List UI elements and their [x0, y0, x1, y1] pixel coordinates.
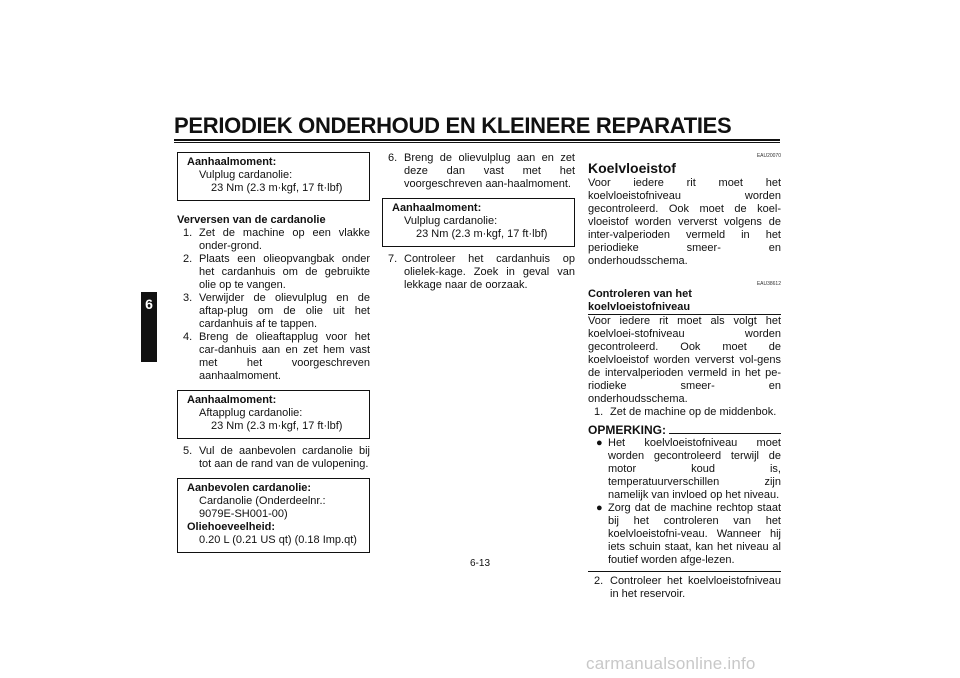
- step-text: Controleer het koelvloeistofniveau in het reservoir.: [610, 575, 781, 600]
- title-rule-thin: [174, 142, 780, 143]
- page-number: 6-13: [469, 558, 490, 569]
- box-heading: Oliehoeveelheid:: [187, 521, 276, 533]
- column-1: [177, 152, 370, 553]
- note-rule: [669, 433, 781, 434]
- torque-box-fill-plug: [177, 152, 370, 201]
- step-number: 1.: [594, 406, 604, 418]
- box-line: Cardanolie (Onderdeelnr.: 9079E-SH001-00): [199, 495, 326, 520]
- page-title: PERIODIEK ONDERHOUD EN KLEINERE REPARATIES: [174, 113, 732, 138]
- list-item: [382, 152, 575, 191]
- note-heading: [588, 424, 781, 437]
- bullet-icon: ●: [596, 437, 603, 449]
- step-text: Verwijder de olievulplug en de aftap-plug om de olie uit het cardanhuis af te tappen.: [199, 292, 370, 330]
- box-line: Vulplug cardanolie:: [199, 169, 293, 181]
- steps-list-a: [177, 227, 370, 383]
- step-number: 6.: [388, 152, 398, 164]
- torque-box-fill-plug: [382, 198, 575, 247]
- step-number: 7.: [388, 253, 398, 265]
- recommended-oil-box: [177, 478, 370, 553]
- box-line: Aftapplug cardanolie:: [199, 407, 303, 419]
- steps-list-a: [588, 406, 781, 419]
- box-heading: Aanbevolen cardanolie:: [187, 482, 312, 494]
- column-2: [382, 152, 575, 292]
- list-item: [588, 575, 781, 601]
- reference-code: EAU38612: [756, 281, 781, 287]
- step-number: 4.: [183, 331, 193, 343]
- step-text: Breng de olievulplug aan en zet deze dan vast met het voorgeschreven aan-haalmoment.: [404, 152, 575, 190]
- bullet-text: Het koelvloeistofniveau moet worden gecontroleerd terwijl de motor koud is, temperatuurverschillen zijn namelijk van invloed op het niveau.: [608, 437, 781, 501]
- section-heading: Verversen van de cardanolie: [177, 214, 326, 226]
- list-item: [177, 227, 370, 253]
- step-number: 5.: [183, 445, 193, 457]
- list-item: [382, 253, 575, 292]
- box-value: 23 Nm (2.3 m·kgf, 17 ft·lbf): [211, 182, 343, 194]
- box-line: Vulplug cardanolie:: [404, 215, 498, 227]
- box-value: 23 Nm (2.3 m·kgf, 17 ft·lbf): [416, 228, 548, 240]
- paragraph: Voor iedere rit moet als volgt het koelvloei-stofniveau worden gecontroleerd. Ook moet de koelvloeistof worden ververst vol-gens de intervalperioden vermeld in het pe-riodieke smeer- en onderhoudsschema.: [588, 315, 781, 405]
- subsection-title: Controleren van het koelvloeistofniveau: [588, 288, 781, 315]
- step-number: 3.: [183, 292, 193, 304]
- bullet-text: Zorg dat de machine rechtop staat bij het controleren van het koelvloeistofni-veau. Wanneer hij iets schuin staat, kan het niveau al foutief worden afge-lezen.: [608, 502, 781, 566]
- steps-list-a: [382, 152, 575, 191]
- steps-list-b: [177, 445, 370, 471]
- reference-code: EAU20070: [756, 153, 781, 159]
- step-number: 1.: [183, 227, 193, 239]
- box-value: 0.20 L (0.21 US qt) (0.18 Imp.qt): [199, 534, 357, 546]
- list-item: [177, 445, 370, 471]
- box-heading: Aanhaalmoment:: [392, 202, 482, 214]
- title-rule: [174, 139, 780, 141]
- step-text: Zet de machine op een vlakke onder-grond.: [199, 227, 370, 252]
- step-number: 2.: [183, 253, 193, 265]
- list-item: [588, 437, 781, 502]
- list-item: [177, 331, 370, 383]
- step-text: Controleer het cardanhuis op olielek-kage. Zoek in geval van lekkage naar de oorzaak.: [404, 253, 575, 291]
- step-number: 2.: [594, 575, 604, 587]
- watermark: carmanualsonline.info: [586, 654, 756, 673]
- step-text: Vul de aanbevolen cardanolie bij tot aan de rand van de vulopening.: [199, 445, 370, 470]
- list-item: [588, 406, 781, 419]
- note-label: OPMERKING:: [588, 423, 666, 437]
- step-text: Zet de machine op de middenbok.: [610, 406, 777, 418]
- paragraph: Voor iedere rit moet het koelvloeistofniveau worden gecontroleerd. Ook moet de koel-vloeistof worden ververst volgens de inter-valperioden vermeld in het periodieke smeer- en onderhoudsschema.: [588, 177, 781, 267]
- chapter-tab: 6: [141, 292, 157, 362]
- section-title: Koelvloeistof: [588, 160, 676, 176]
- step-text: Plaats een olieopvangbak onder het cardanhuis om de gebruikte olie op te vangen.: [199, 253, 370, 291]
- box-heading: Aanhaalmoment:: [187, 156, 277, 168]
- column-3: [588, 153, 781, 601]
- step-text: Breng de olieaftapplug voor het car-danhuis aan en zet hem vast met het voorgeschreven aanhaalmoment.: [199, 331, 370, 382]
- steps-list-b: [382, 253, 575, 292]
- list-item: [177, 253, 370, 292]
- bullet-icon: ●: [596, 502, 603, 514]
- box-heading: Aanhaalmoment:: [187, 394, 277, 406]
- box-value: 23 Nm (2.3 m·kgf, 17 ft·lbf): [211, 420, 343, 432]
- note-end-rule: [588, 571, 781, 572]
- torque-box-drain-plug: [177, 390, 370, 439]
- list-item: [177, 292, 370, 331]
- steps-list-b: [588, 575, 781, 601]
